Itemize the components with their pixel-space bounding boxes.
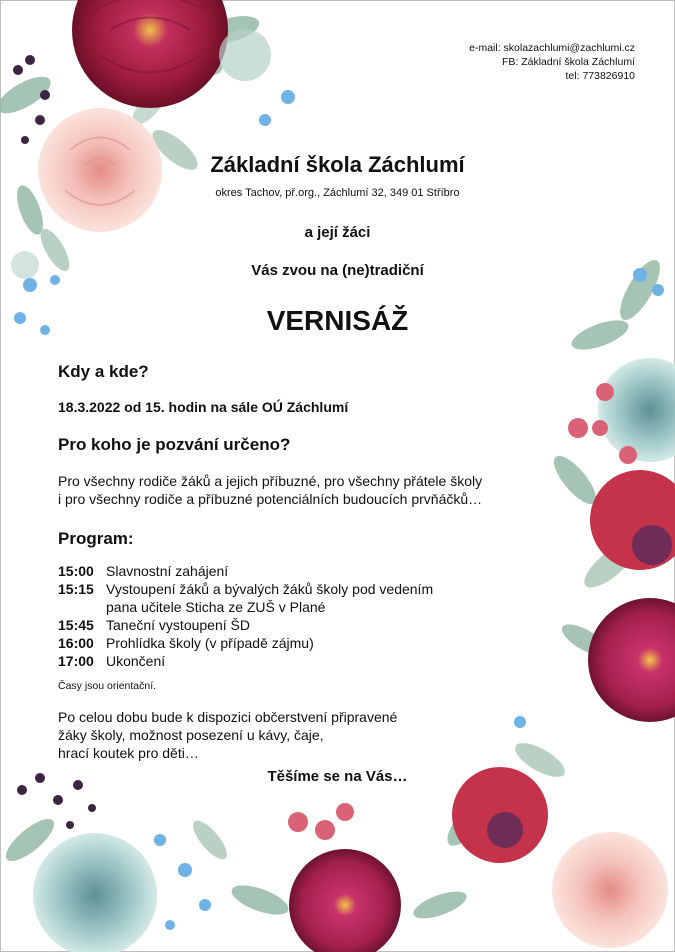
who-line: i pro všechny rodiče a příbuzné potenciálních budoucích prvňáčků… xyxy=(58,491,483,507)
program-item xyxy=(58,562,433,580)
school-address: okres Tachov, př.org., Záchlumí 32, 349 01 Stříbro xyxy=(215,187,460,199)
magenta-peony-right xyxy=(588,598,675,722)
contact-facebook: FB: Základní škola Záchlumí xyxy=(501,56,635,68)
poppy-center xyxy=(632,525,672,565)
program-item xyxy=(58,652,433,670)
succulent-small xyxy=(219,29,271,81)
when-heading: Kdy a kde? xyxy=(58,362,149,381)
program-desc: Prohlídka školy (v případě zájmu) xyxy=(106,635,314,651)
school-name: Základní škola Záchlumí xyxy=(210,152,465,177)
program-time: 15:45 xyxy=(58,617,94,633)
poppy-center-bottom xyxy=(487,812,523,848)
refreshment-line: žáky školy, možnost posezení u kávy, čaje, xyxy=(58,727,324,743)
who-heading: Pro koho je pozvání určeno? xyxy=(58,435,291,454)
program-heading: Program: xyxy=(58,529,134,548)
program-desc-line: Vystoupení žáků a bývalých žáků školy pod vedením xyxy=(106,581,434,597)
program-desc: Ukončení xyxy=(106,653,166,669)
magenta-peony-bottom xyxy=(289,849,401,952)
pink-rose-bottom xyxy=(552,832,668,948)
who-text xyxy=(58,472,482,508)
program-desc: Taneční vystoupení ŠD xyxy=(106,617,250,633)
event-title: VERNISÁŽ xyxy=(266,305,409,336)
succulent-bottom xyxy=(33,833,157,952)
program-desc: Slavnostní zahájení xyxy=(106,563,229,579)
program-item xyxy=(58,580,433,616)
who-line: Pro všechny rodiče žáků a jejich příbuzné, pro všechny přátele školy xyxy=(58,473,483,489)
program-desc xyxy=(106,580,433,616)
intro-line: a její žáci xyxy=(304,224,371,241)
refreshment-line: Po celou dobu bude k dispozici občerstvení připravené xyxy=(58,709,398,725)
times-note: Časy jsou orientační. xyxy=(58,680,157,692)
buds-bottom xyxy=(288,803,354,840)
program-time: 15:15 xyxy=(58,581,94,597)
program-item xyxy=(58,634,433,652)
program-time: 17:00 xyxy=(58,653,94,669)
when-text: 18.3.2022 od 15. hodin na sále OÚ Záchlumí xyxy=(58,399,349,415)
closing-line: Těšíme se na Vás… xyxy=(267,768,408,785)
succulent-right xyxy=(598,358,675,462)
program-desc-line: pana učitele Sticha ze ZUŠ v Plané xyxy=(106,599,326,615)
contact-block xyxy=(469,41,635,83)
contact-phone: tel: 773826910 xyxy=(565,70,635,82)
refreshment-line: hrací koutek pro děti… xyxy=(58,745,199,761)
red-peony-top xyxy=(72,0,228,108)
program-item xyxy=(58,616,433,634)
program-time: 16:00 xyxy=(58,635,94,651)
program-time: 15:00 xyxy=(58,563,94,579)
program-list xyxy=(58,562,433,670)
refreshment-text xyxy=(58,708,397,762)
invite-line: Vás zvou na (ne)tradiční xyxy=(251,262,424,279)
contact-email: e-mail: skolazachlumi@zachlumi.cz xyxy=(469,42,635,54)
forget-me-not-bottom xyxy=(154,834,211,930)
